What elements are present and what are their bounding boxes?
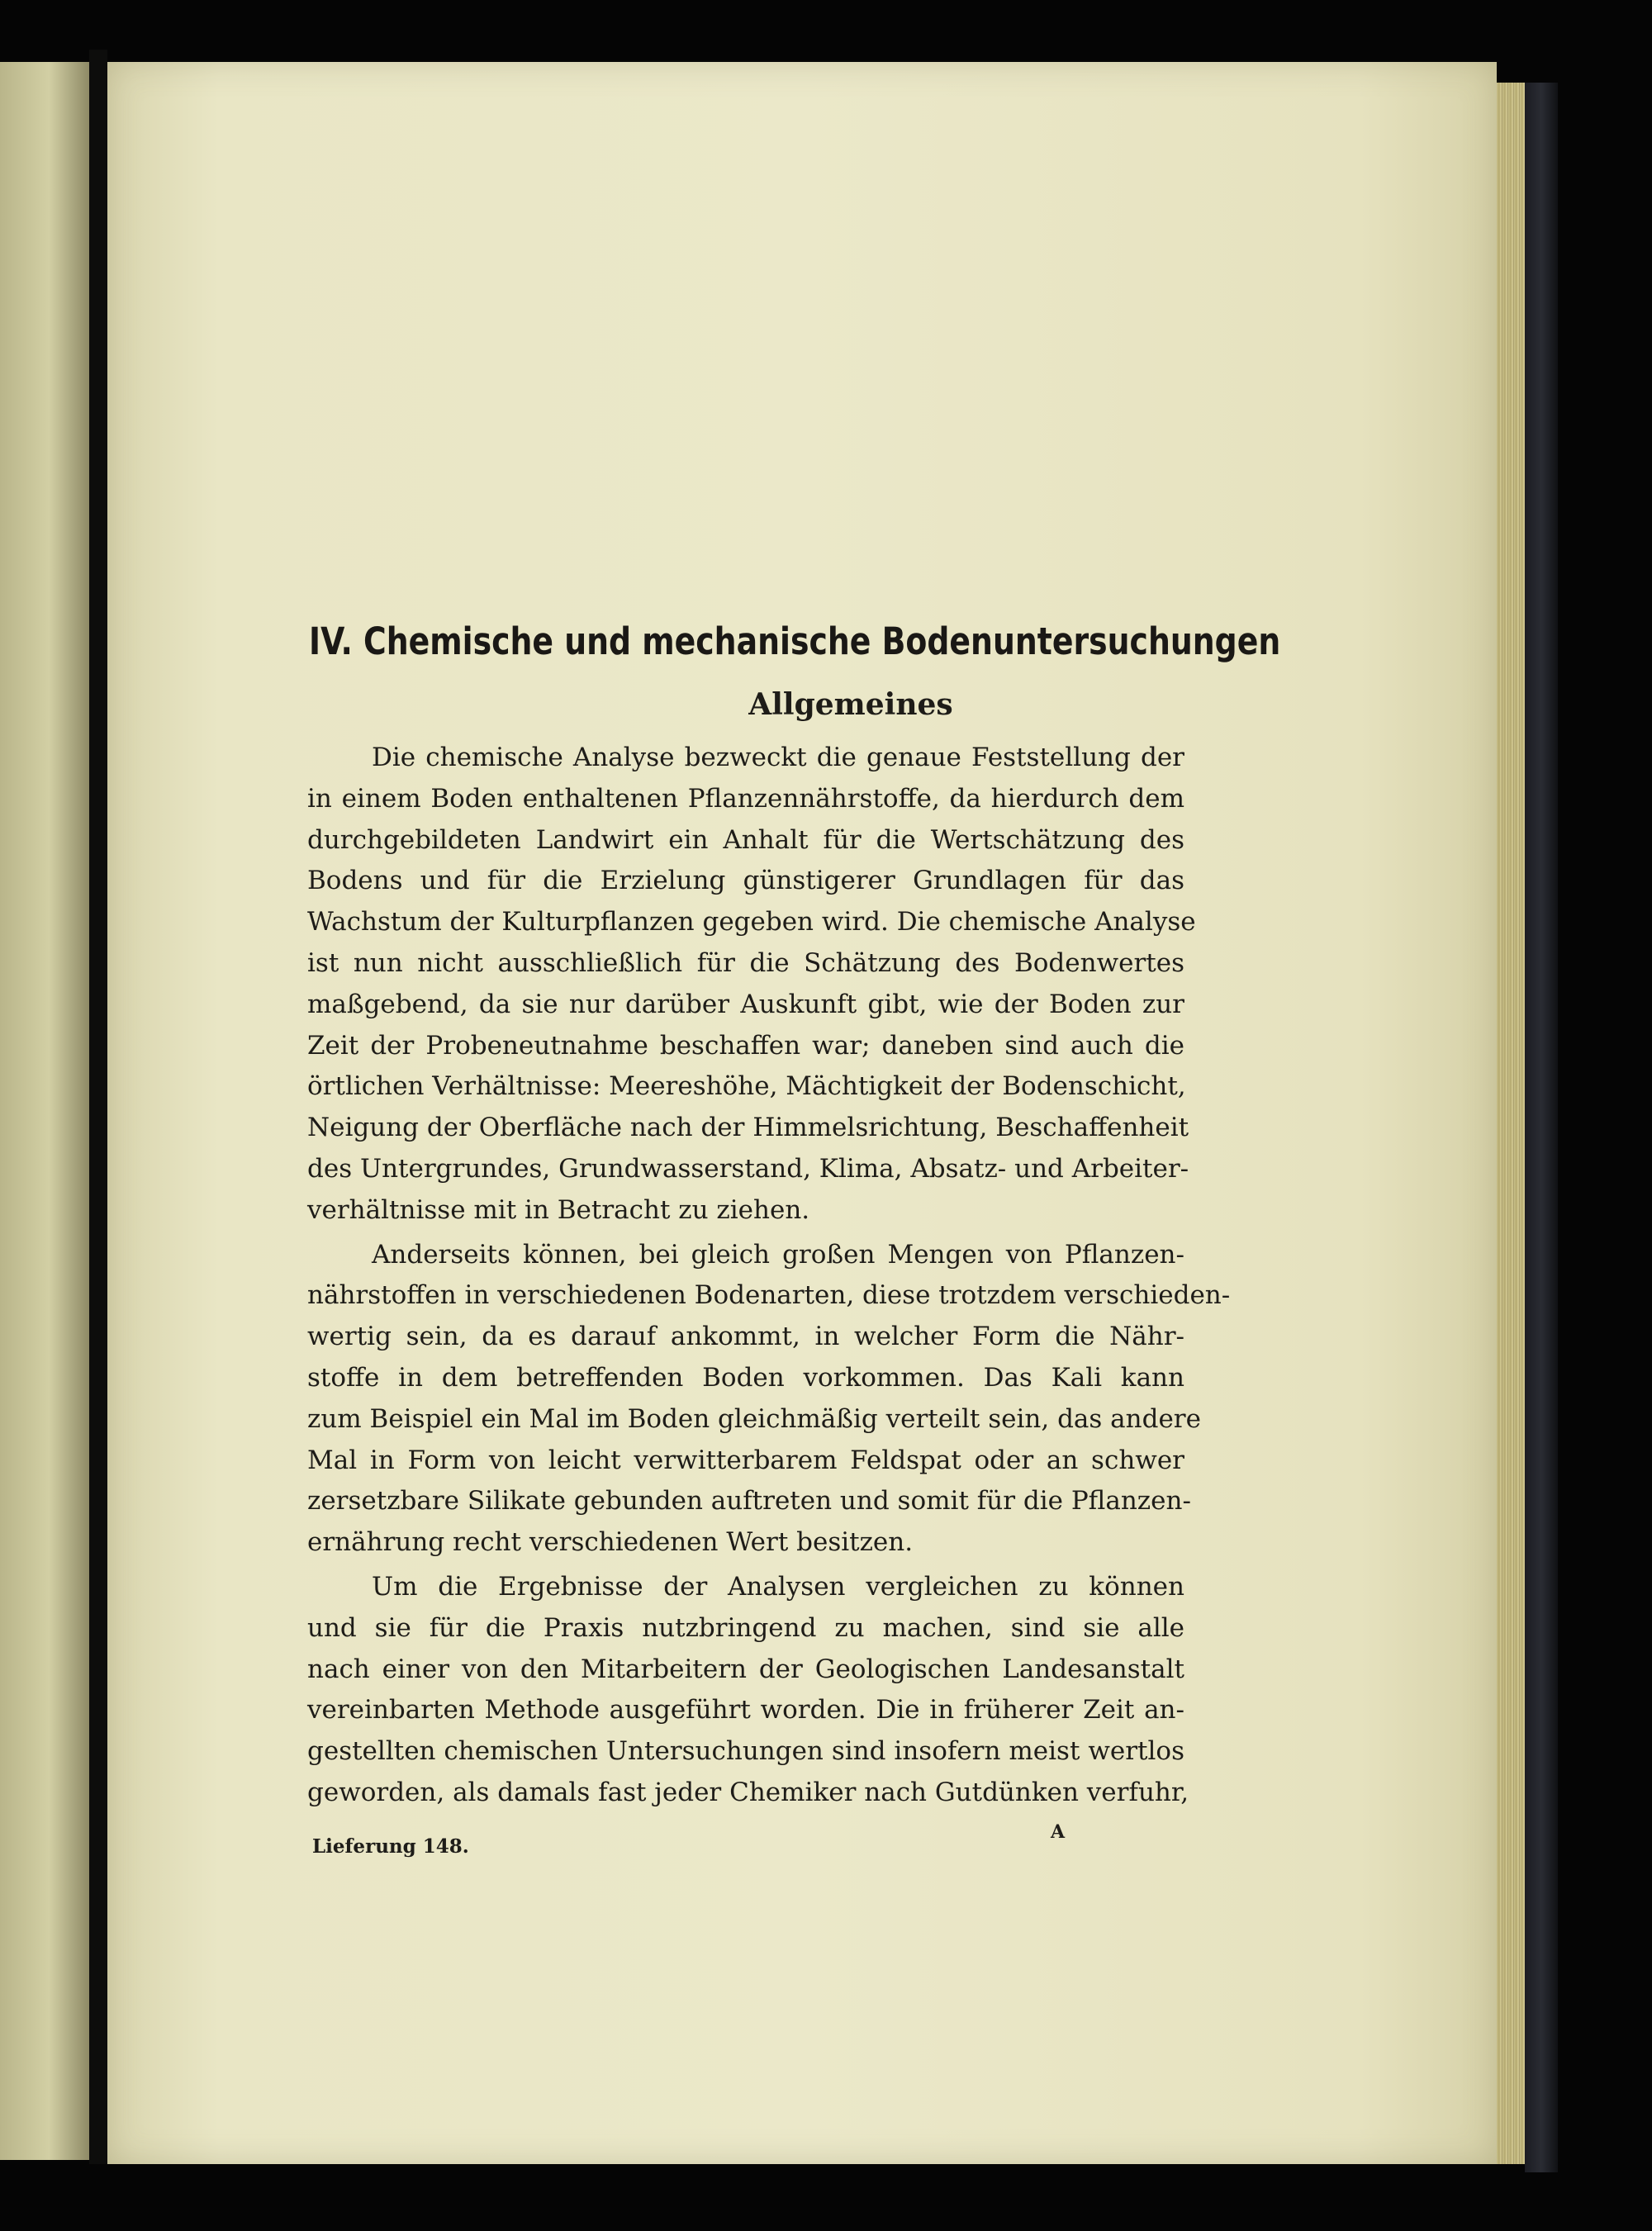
text-line: verhältnisse mit in Betracht zu ziehen.	[307, 1194, 810, 1225]
text-line: Um die Ergebnisse der Analysen vergleichen zu können	[372, 1571, 1184, 1602]
body-text	[307, 738, 1231, 1814]
text-line: örtlichen Verhältnisse: Meereshöhe, Mächtigkeit der Bodenschicht,	[307, 1071, 1186, 1102]
text-line: des Untergrundes, Grundwasserstand, Klima, Absatz- und Arbeiter-	[307, 1153, 1189, 1184]
text-line: gestellten chemischen Untersuchungen sind insofern meist wertlos	[307, 1736, 1184, 1767]
text-line: geworden, als damals fast jeder Chemiker nach Gutdünken verfuhr,	[307, 1777, 1189, 1807]
text-line: maßgebend, da sie nur darüber Auskunft gibt, wie der Boden zur	[307, 989, 1184, 1019]
book-gutter	[89, 50, 107, 2164]
page-block-edges	[1497, 83, 1525, 2164]
text-line: zersetzbare Silikate gebunden auftreten und somit für die Pflanzen-	[307, 1486, 1191, 1517]
text-line: nährstoffen in verschiedenen Bodenarten, diese trotzdem verschieden-	[307, 1280, 1231, 1311]
text-line: Anderseits können, bei gleich großen Mengen von Pflanzen-	[372, 1239, 1184, 1270]
text-line: zum Beispiel ein Mal im Boden gleichmäßig verteilt sein, das andere	[307, 1403, 1201, 1434]
text-line: und sie für die Praxis nutzbringend zu machen, sind sie alle	[307, 1612, 1184, 1643]
text-line: wertig sein, da es darauf ankommt, in welcher Form die Nähr-	[307, 1322, 1184, 1352]
text-line: stoffe in dem betreffenden Boden vorkommen. Das Kali kann	[307, 1362, 1184, 1393]
footer-signature-mark: A	[1051, 1821, 1066, 1843]
text-line: Wachstum der Kulturpflanzen gegeben wird. Die chemische Analyse	[307, 907, 1196, 937]
footer-delivery-label: Lieferung 148.	[312, 1835, 469, 1858]
text-line: in einem Boden enthaltenen Pflanzennährstoffe, da hierdurch dem	[307, 783, 1184, 814]
text-line: ist nun nicht ausschließlich für die Schätzung des Bodenwertes	[307, 947, 1184, 978]
text-line: Zeit der Probeneutnahme beschaffen war; daneben sind auch die	[307, 1030, 1184, 1061]
text-line: Bodens und für die Erzielung günstigerer Grundlagen für das	[307, 866, 1184, 896]
text-line: durchgebildeten Landwirt ein Anhalt für die Wertschätzung des	[307, 824, 1184, 855]
text-line: nach einer von den Mitarbeitern der Geologischen Landesanstalt	[307, 1654, 1184, 1684]
text-line: vereinbarten Methode ausgeführt worden. Die in früherer Zeit an-	[307, 1695, 1184, 1725]
text-line: Mal in Form von leicht verwitterbarem Feldspat oder an schwer	[307, 1445, 1184, 1475]
text-line: ernährung recht verschiedenen Wert besitzen.	[307, 1527, 914, 1558]
chapter-title: IV. Chemische und mechanische Bodenuntersuchungen	[309, 619, 1281, 663]
text-line: Die chemische Analyse bezweckt die genaue Feststellung der	[372, 743, 1184, 772]
book-cover-edge	[1525, 83, 1558, 2172]
text-line: Neigung der Oberfläche nach der Himmelsrichtung, Beschaffenheit	[307, 1113, 1189, 1143]
previous-page-edge	[0, 62, 89, 2160]
section-heading: Allgemeines	[748, 687, 953, 722]
